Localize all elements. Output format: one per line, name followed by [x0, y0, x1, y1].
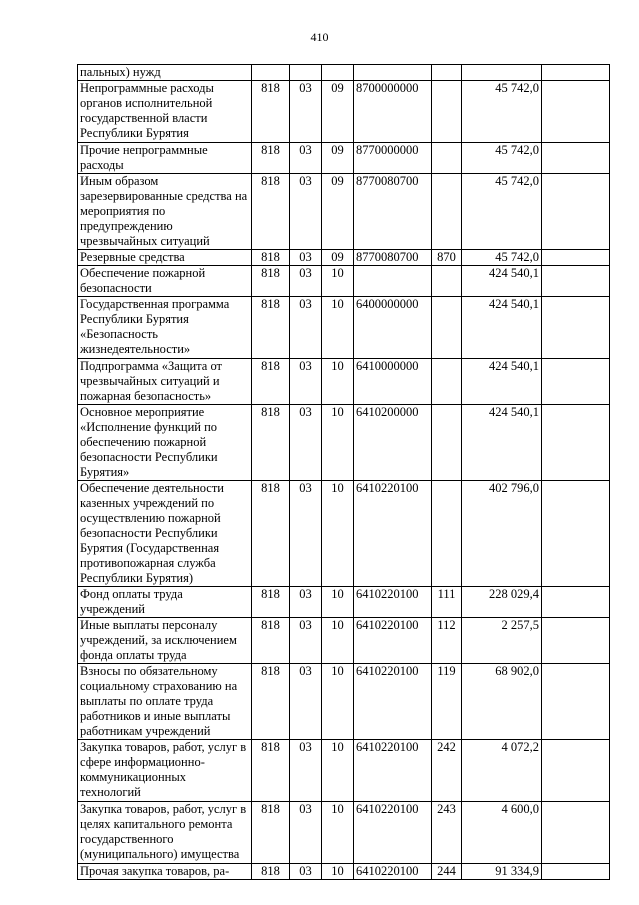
row-exp-cell: 870: [432, 250, 462, 266]
row-adm-cell: 818: [252, 802, 290, 864]
row-sec-cell: 03: [290, 266, 322, 297]
row-exp-cell: [432, 65, 462, 81]
row-extra-cell: [542, 81, 610, 143]
row-target-cell: [354, 266, 432, 297]
row-extra-cell: [542, 740, 610, 802]
row-sec-cell: 03: [290, 740, 322, 802]
row-extra-cell: [542, 174, 610, 250]
row-target-cell: 6410220100: [354, 802, 432, 864]
row-name-cell: Закупка товаров, работ, услуг в целях капитального ремонта государственного (муниципального) имущества: [78, 802, 252, 864]
row-sub-cell: 09: [322, 250, 354, 266]
row-extra-cell: [542, 65, 610, 81]
row-exp-cell: [432, 405, 462, 481]
row-exp-cell: [432, 481, 462, 587]
row-adm-cell: 818: [252, 587, 290, 618]
row-exp-cell: [432, 81, 462, 143]
row-adm-cell: 818: [252, 266, 290, 297]
row-amount-cell: 45 742,0: [462, 143, 542, 174]
row-name-cell: Иным образом зарезервированные средства на мероприятия по предупреждению чрезвычайных ситуаций: [78, 174, 252, 250]
row-adm-cell: 818: [252, 359, 290, 405]
table-row: [78, 250, 610, 266]
row-name-cell: Основное мероприятие «Исполнение функций по обеспечению пожарной безопасности Республики Бурятия»: [78, 405, 252, 481]
row-sub-cell: 10: [322, 405, 354, 481]
table-row: [78, 587, 610, 618]
row-extra-cell: [542, 250, 610, 266]
row-sec-cell: [290, 65, 322, 81]
row-adm-cell: 818: [252, 81, 290, 143]
row-adm-cell: 818: [252, 297, 290, 359]
row-sub-cell: 09: [322, 143, 354, 174]
row-amount-cell: 91 334,9: [462, 864, 542, 880]
row-sec-cell: 03: [290, 250, 322, 266]
row-sub-cell: 10: [322, 618, 354, 664]
row-adm-cell: 818: [252, 740, 290, 802]
table-row: [78, 864, 610, 880]
row-target-cell: 8770080700: [354, 250, 432, 266]
page-number: 410: [310, 30, 329, 44]
row-extra-cell: [542, 802, 610, 864]
table-row: [78, 297, 610, 359]
row-sec-cell: 03: [290, 664, 322, 740]
row-target-cell: 6410220100: [354, 587, 432, 618]
row-name-cell: Прочие непрограммные расходы: [78, 143, 252, 174]
row-target-cell: 8700000000: [354, 81, 432, 143]
row-target-cell: 6410000000: [354, 359, 432, 405]
row-adm-cell: 818: [252, 174, 290, 250]
row-extra-cell: [542, 481, 610, 587]
row-target-cell: 6400000000: [354, 297, 432, 359]
row-sub-cell: 10: [322, 266, 354, 297]
row-sec-cell: 03: [290, 864, 322, 880]
row-sec-cell: 03: [290, 587, 322, 618]
row-target-cell: 6410200000: [354, 405, 432, 481]
row-amount-cell: 228 029,4: [462, 587, 542, 618]
row-target-cell: 6410220100: [354, 481, 432, 587]
row-amount-cell: [462, 65, 542, 81]
row-sub-cell: [322, 65, 354, 81]
row-amount-cell: 402 796,0: [462, 481, 542, 587]
row-sec-cell: 03: [290, 481, 322, 587]
row-sec-cell: 03: [290, 802, 322, 864]
row-target-cell: [354, 65, 432, 81]
table-row: [78, 481, 610, 587]
table-row: [78, 143, 610, 174]
row-sec-cell: 03: [290, 143, 322, 174]
row-adm-cell: 818: [252, 481, 290, 587]
row-sub-cell: 10: [322, 740, 354, 802]
row-amount-cell: 68 902,0: [462, 664, 542, 740]
row-amount-cell: 45 742,0: [462, 250, 542, 266]
row-sub-cell: 09: [322, 81, 354, 143]
row-name-cell: Взносы по обязательному социальному страхованию на выплаты по оплате труда работников и иные выплаты работникам учреждений: [78, 664, 252, 740]
table-row: [78, 266, 610, 297]
row-amount-cell: 424 540,1: [462, 297, 542, 359]
budget-table: [77, 64, 610, 880]
row-exp-cell: 243: [432, 802, 462, 864]
row-exp-cell: 242: [432, 740, 462, 802]
row-name-cell: Обеспечение пожарной безопасности: [78, 266, 252, 297]
row-name-cell: пальных) нужд: [78, 65, 252, 81]
row-target-cell: 6410220100: [354, 864, 432, 880]
table-row: [78, 359, 610, 405]
table-row: [78, 664, 610, 740]
row-name-cell: Резервные средства: [78, 250, 252, 266]
row-exp-cell: 244: [432, 864, 462, 880]
row-adm-cell: 818: [252, 143, 290, 174]
table-row: [78, 65, 610, 81]
row-exp-cell: [432, 143, 462, 174]
row-extra-cell: [542, 664, 610, 740]
row-target-cell: 6410220100: [354, 740, 432, 802]
row-name-cell: Обеспечение деятельности казенных учреждений по осуществлению пожарной безопасности Республики Бурятия (Государственная противопожарная служба Республики Бурятия): [78, 481, 252, 587]
row-sub-cell: 10: [322, 802, 354, 864]
row-amount-cell: 424 540,1: [462, 359, 542, 405]
row-amount-cell: 4 072,2: [462, 740, 542, 802]
row-extra-cell: [542, 297, 610, 359]
row-extra-cell: [542, 587, 610, 618]
row-exp-cell: [432, 174, 462, 250]
row-name-cell: Государственная программа Республики Бурятия «Безопасность жизнедеятельности»: [78, 297, 252, 359]
row-sub-cell: 10: [322, 481, 354, 587]
row-exp-cell: 112: [432, 618, 462, 664]
row-target-cell: 8770080700: [354, 174, 432, 250]
row-extra-cell: [542, 405, 610, 481]
row-sub-cell: 10: [322, 664, 354, 740]
row-sub-cell: 10: [322, 864, 354, 880]
row-name-cell: Подпрограмма «Защита от чрезвычайных ситуаций и пожарная безопасность»: [78, 359, 252, 405]
row-sub-cell: 10: [322, 297, 354, 359]
row-exp-cell: 111: [432, 587, 462, 618]
row-sub-cell: 10: [322, 587, 354, 618]
row-amount-cell: 424 540,1: [462, 266, 542, 297]
row-extra-cell: [542, 618, 610, 664]
table-row: [78, 740, 610, 802]
table-row: [78, 174, 610, 250]
row-adm-cell: 818: [252, 864, 290, 880]
row-name-cell: Закупка товаров, работ, услуг в сфере информационно-коммуникационных технологий: [78, 740, 252, 802]
row-extra-cell: [542, 864, 610, 880]
row-sec-cell: 03: [290, 81, 322, 143]
row-amount-cell: 424 540,1: [462, 405, 542, 481]
row-sub-cell: 09: [322, 174, 354, 250]
row-sec-cell: 03: [290, 297, 322, 359]
table-row: [78, 618, 610, 664]
row-target-cell: 6410220100: [354, 664, 432, 740]
row-name-cell: Иные выплаты персоналу учреждений, за исключением фонда оплаты труда: [78, 618, 252, 664]
row-amount-cell: 45 742,0: [462, 174, 542, 250]
row-adm-cell: [252, 65, 290, 81]
row-amount-cell: 4 600,0: [462, 802, 542, 864]
row-name-cell: Прочая закупка товаров, ра-: [78, 864, 252, 880]
row-extra-cell: [542, 143, 610, 174]
row-sec-cell: 03: [290, 174, 322, 250]
row-sub-cell: 10: [322, 359, 354, 405]
row-amount-cell: 2 257,5: [462, 618, 542, 664]
row-exp-cell: 119: [432, 664, 462, 740]
row-sec-cell: 03: [290, 405, 322, 481]
row-exp-cell: [432, 359, 462, 405]
row-target-cell: 8770000000: [354, 143, 432, 174]
table-row: [78, 802, 610, 864]
row-exp-cell: [432, 297, 462, 359]
row-adm-cell: 818: [252, 405, 290, 481]
row-name-cell: Фонд оплаты труда учреждений: [78, 587, 252, 618]
row-amount-cell: 45 742,0: [462, 81, 542, 143]
row-extra-cell: [542, 266, 610, 297]
row-sec-cell: 03: [290, 618, 322, 664]
row-extra-cell: [542, 359, 610, 405]
table-row: [78, 81, 610, 143]
row-adm-cell: 818: [252, 664, 290, 740]
table-row: [78, 405, 610, 481]
row-sec-cell: 03: [290, 359, 322, 405]
row-name-cell: Непрограммные расходы органов исполнительной государственной власти Республики Бурятия: [78, 81, 252, 143]
row-adm-cell: 818: [252, 250, 290, 266]
row-adm-cell: 818: [252, 618, 290, 664]
row-target-cell: 6410220100: [354, 618, 432, 664]
row-exp-cell: [432, 266, 462, 297]
